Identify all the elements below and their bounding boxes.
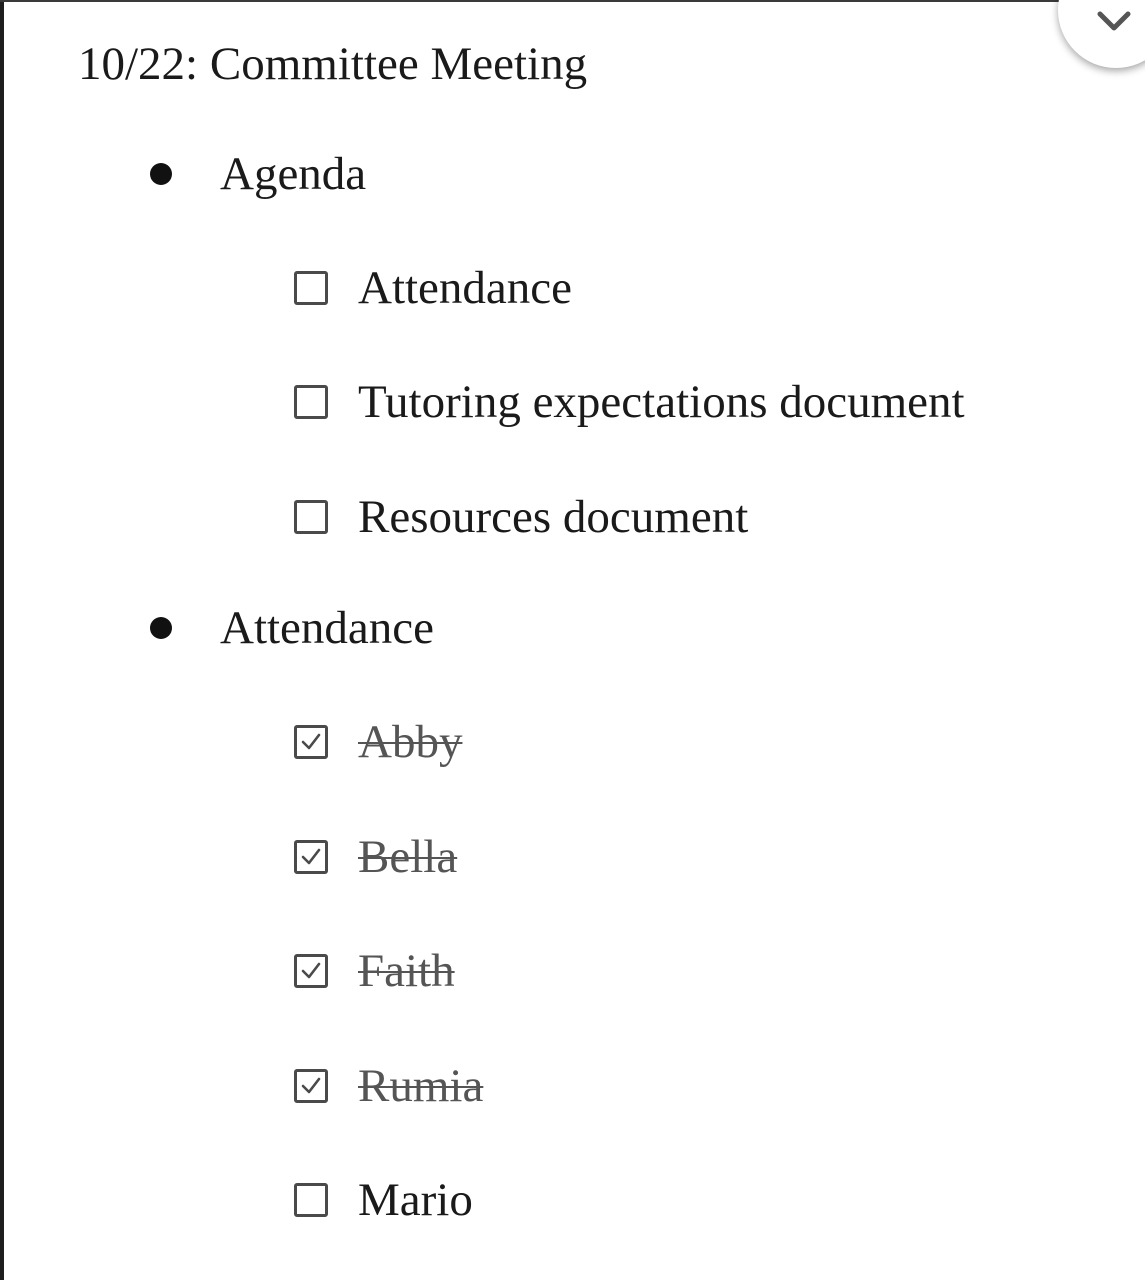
- checkbox-checked[interactable]: [294, 1069, 328, 1103]
- bullet-dot-icon: [150, 617, 172, 639]
- checklist-item-label: Bella: [358, 831, 458, 883]
- bullet-dot-icon: [150, 163, 172, 185]
- checklist-item-label: Rumia: [358, 1060, 484, 1112]
- bullet-item-attendance: [150, 598, 434, 658]
- checkbox-unchecked[interactable]: [294, 1183, 328, 1217]
- checklist-item-label: Tutoring expectations document: [358, 376, 965, 428]
- checklist-item: [294, 712, 462, 772]
- checkbox-unchecked[interactable]: [294, 271, 328, 305]
- checkbox-checked[interactable]: [294, 725, 328, 759]
- checklist-item: [294, 941, 455, 1001]
- checklist-item-label: Resources document: [358, 491, 749, 543]
- checklist-item-label: Attendance: [358, 262, 573, 314]
- checklist-item: [294, 487, 748, 547]
- checklist-item-label: Abby: [358, 716, 463, 768]
- chevron-down-icon: [1096, 10, 1132, 34]
- page-title: 10/22: Committee Meeting: [78, 38, 588, 90]
- bullet-item-agenda: [150, 144, 366, 204]
- checklist-item: [294, 1170, 473, 1230]
- checkmark-icon: [299, 845, 323, 869]
- checkbox-unchecked[interactable]: [294, 500, 328, 534]
- checklist-item-label: Faith: [358, 945, 455, 997]
- checkmark-icon: [299, 1074, 323, 1098]
- checkbox-checked[interactable]: [294, 840, 328, 874]
- checklist-item: [294, 258, 572, 318]
- checklist-item: [294, 372, 965, 432]
- bullet-label: Agenda: [220, 148, 367, 200]
- checkbox-unchecked[interactable]: [294, 385, 328, 419]
- checkbox-checked[interactable]: [294, 954, 328, 988]
- checkmark-icon: [299, 730, 323, 754]
- checkmark-icon: [299, 959, 323, 983]
- checklist-item-label: Mario: [358, 1174, 473, 1226]
- bullet-label: Attendance: [220, 602, 435, 654]
- checklist-item: [294, 827, 457, 887]
- checklist-item: [294, 1056, 483, 1116]
